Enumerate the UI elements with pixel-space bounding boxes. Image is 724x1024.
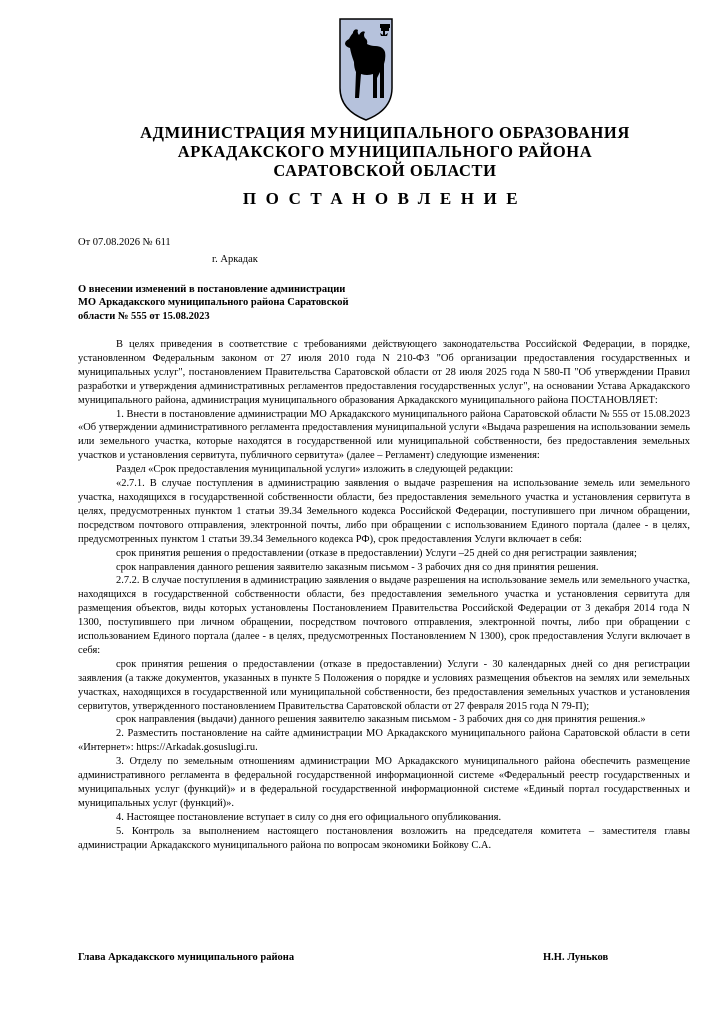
subject-line-1: О внесении изменений в постановление администрации xyxy=(78,284,346,295)
subject-line-2: МО Аркадакского муниципального района Саратовской xyxy=(78,297,349,309)
body-paragraph: В целях приведения в соответствие с требованиями действующего законодательства Российской Федерации, в порядке, установленном Федеральным законом от 27 июля 2010 года N 210-ФЗ "Об организации предоставления государственных и муниципальных услуг", постановлением Правительства Саратовской области от 28 июля 2025 года N 580-П "Об утверждении Правил разработки и утверждения административных регламентов предоставления государственных услуг", на основании Устава Аркадакского муниципального района, администрация муниципального образования Аркадакского муниципального района ПОСТАНОВЛЯЕТ: xyxy=(78,339,690,406)
org-name-line-1: АДМИНИСТРАЦИЯ МУНИЦИПАЛЬНОГО ОБРАЗОВАНИЯ xyxy=(140,123,630,142)
signatory-name: Н.Н. Луньков xyxy=(543,952,609,963)
body-paragraph: 1. Внести в постановление администрации МО Аркадакского муниципального района Саратовской области № 555 от 15.08.2023 «Об утверждении административного регламента предоставления муниципальной услуги «Выдача разрешения на использовании земель или земельного участка, которые находятся в государственной или муниципальной собственности, без предоставления земельных участков и установления сервитута, публичного сервитута» (далее – Регламент) следующие изменения: xyxy=(78,408,690,462)
body-paragraph: «2.7.1. В случае поступления в администрацию заявления о выдаче разрешения на использование земель или земельного участка, находящихся в государственной собственности области, без предоставления земельного участка и установления сервитута в целях, предусмотренных пунктом 1 статьи 39.34 Земельного кодекса Российской Федерации, поступившего при личном обращении, посредством почтового отправления, электронной почты, либо при обращении с использованием Единого портала (далее - в целях, предусмотренных пунктом 1 статьи 39.34 Земельного кодекса РФ), срок предоставления Услуги включает в себя: xyxy=(78,478,690,545)
org-name-line-2: АРКАДАКСКОГО МУНИЦИПАЛЬНОГО РАЙОНА xyxy=(177,142,593,161)
subject-line-3: области № 555 от 15.08.2023 xyxy=(78,310,210,322)
body-paragraph: 5. Контроль за выполнением настоящего постановления возложить на председателя комитета – заместителя главы администрации Аркадакского муниципального района по вопросам экономики Бойкову С.А. xyxy=(78,825,690,851)
body-paragraph: 3. Отделу по земельным отношениям администрации МО Аркадакского муниципального района обеспечить размещение административного регламента в федеральной государственной информационной системе «Федеральный реестр государственных и муниципальных услуг (функций)» и в федеральной государственной информационной системе «Единый портал государственных и муниципальных услуг (функций)». xyxy=(78,756,690,809)
signatory-title: Глава Аркадакского муниципального района xyxy=(78,952,295,963)
body-paragraph: 2. Разместить постановление на сайте администрации МО Аркадакского муниципального района Саратовской области в сети «Интернет»: https://Arkadak.gosuslugi.ru. xyxy=(78,728,690,754)
body-paragraph: срок принятия решения о предоставлении (отказе в предоставлении) Услуги –25 дней со дня регистрации заявления; xyxy=(116,547,637,559)
body-paragraph: срок направления данного решения заявителю заказным письмом - 3 рабочих дня со дня принятия решения. xyxy=(116,561,599,573)
subject-heading xyxy=(78,283,438,323)
body-paragraph: Раздел «Срок предоставления муниципальной услуги» изложить в следующей редакции: xyxy=(116,464,514,476)
body-paragraph: 4. Настоящее постановление вступает в силу со дня его официального опубликования. xyxy=(116,811,502,823)
place: г. Аркадак xyxy=(212,254,258,265)
date-number: От 07.08.2026 № 611 xyxy=(78,237,171,248)
body-paragraph: 2.7.2. В случае поступления в администрацию заявления о выдаче разрешения на использование земель или земельного участка, находящихся в государственной собственности области, без предоставления земельного участка и установления сервитута для размещения объектов, виды которых установлены Постановлением Правительства Российской Федерации от 3 декабря 2014 года N 1300, поступившего при личном обращении, посредством почтового отправления, электронной почты, либо при обращении с использованием Единого портала (далее - в целях, предусмотренных Постановлением N 1300), срок предоставления Услуги включает в себя: xyxy=(78,575,690,656)
document-body xyxy=(78,338,690,853)
coat-of-arms-emblem xyxy=(339,18,393,121)
document-type-title: ПОСТАНОВЛЕНИЕ xyxy=(242,189,528,208)
body-paragraph: срок направления (выдачи) данного решения заявителю заказным письмом - 3 рабочих дня со дня принятия решения.» xyxy=(116,714,646,726)
body-paragraph: срок принятия решения о предоставлении (отказе в предоставлении) Услуги - 30 календарных дней со дня регистрации заявления (а также документов, указанных в пункте 5 Положения о порядке и условиях размещения объектов на землях или земельных участках, находящихся в государственной или муниципальной собственности, без предоставления земельных участков и установления сервитутов, утвержденного постановлением Правительства Саратовской области от 27 февраля 2015 года N 79-П); xyxy=(78,658,690,712)
org-name-line-3: САРАТОВСКОЙ ОБЛАСТИ xyxy=(273,161,497,180)
